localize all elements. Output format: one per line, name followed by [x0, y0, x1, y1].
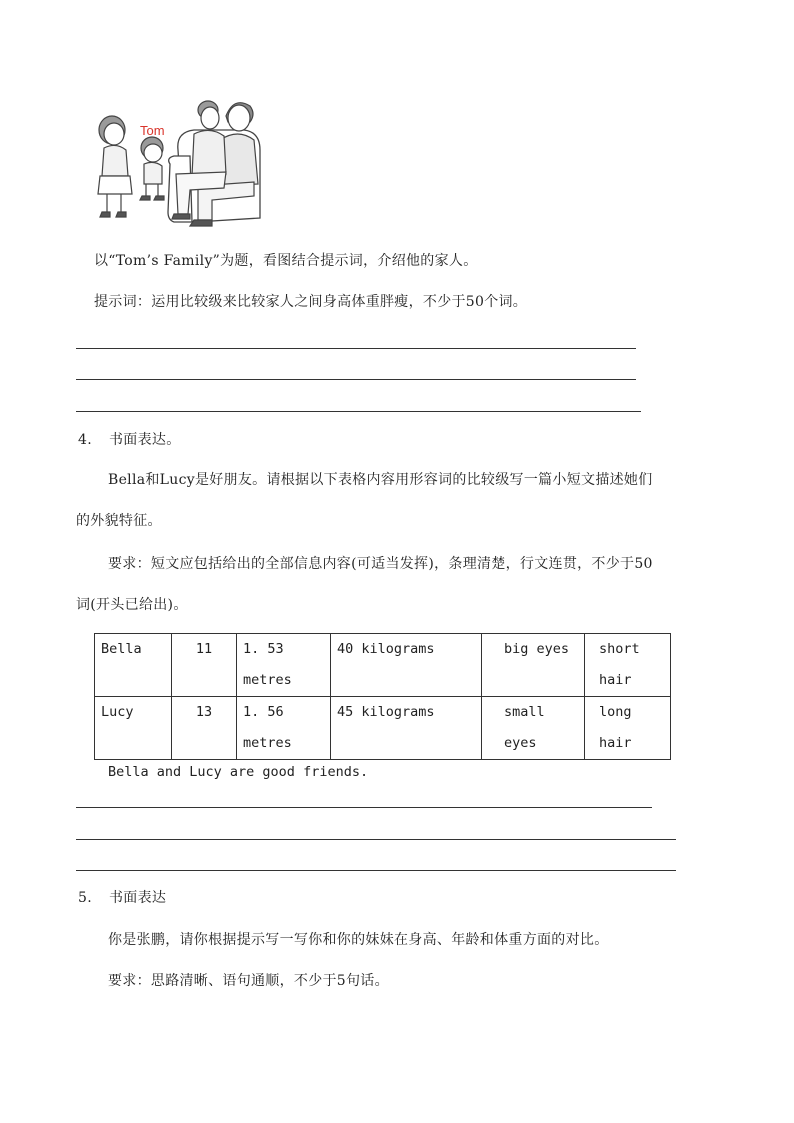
q4-req-line2: 词(开头已给出)。: [76, 597, 188, 613]
table-cell: short hair: [585, 634, 671, 697]
q5-number: 5.: [78, 890, 92, 906]
q4-req-line1: 要求：短文应包括给出的全部信息内容(可适当发挥)，条理清楚，行文连贯，不少于50: [108, 556, 653, 572]
tom-label: Tom: [140, 123, 165, 138]
answer-line[interactable]: [76, 870, 676, 871]
table-cell: Lucy: [95, 697, 172, 760]
table-cell: long hair: [585, 697, 671, 760]
table-cell: 40 kilograms: [331, 634, 482, 697]
table-row: [95, 697, 671, 760]
table-cell: 11: [172, 634, 237, 697]
table-cell: 1. 56 metres: [237, 697, 331, 760]
q4-para-line1: Bella和Lucy是好朋友。请根据以下表格内容用形容词的比较级写一篇小短文描述她们: [108, 472, 653, 488]
info-table: [94, 633, 671, 760]
girl-figure-icon: [98, 116, 132, 217]
q5-title: 书面表达: [109, 890, 167, 906]
answer-line[interactable]: [76, 839, 676, 840]
table-cell: 1. 53 metres: [237, 634, 331, 697]
q4-para-line2: 的外貌特征。: [76, 513, 162, 529]
table-row: [95, 634, 671, 697]
family-illustration: [94, 92, 266, 230]
q5-requirement: 要求：思路清晰、语句通顺，不少于5句话。: [108, 973, 389, 989]
answer-line[interactable]: [76, 411, 641, 412]
q4-title: 书面表达。: [109, 432, 181, 448]
table-cell: 45 kilograms: [331, 697, 482, 760]
table-cell: 13: [172, 697, 237, 760]
q4-number: 4.: [78, 432, 92, 448]
answer-line[interactable]: [76, 379, 636, 380]
table-cell: big eyes: [482, 634, 585, 697]
q5-para: 你是张鹏，请你根据提示写一写你和你的妹妹在身高、年龄和体重方面的对比。: [108, 932, 609, 948]
answer-line[interactable]: [76, 807, 652, 808]
answer-line[interactable]: [76, 348, 636, 349]
q4-opening-sentence: Bella and Lucy are good friends.: [108, 764, 369, 780]
q3-hint: 提示词：运用比较级来比较家人之间身高体重胖瘦，不少于50个词。: [94, 294, 528, 310]
boy-figure-icon: [140, 137, 164, 200]
table-cell: Bella: [95, 634, 172, 697]
table-cell: small eyes: [482, 697, 585, 760]
q3-instruction: 以“Tom’s Family”为题，看图结合提示词，介绍他的家人。: [94, 253, 478, 269]
